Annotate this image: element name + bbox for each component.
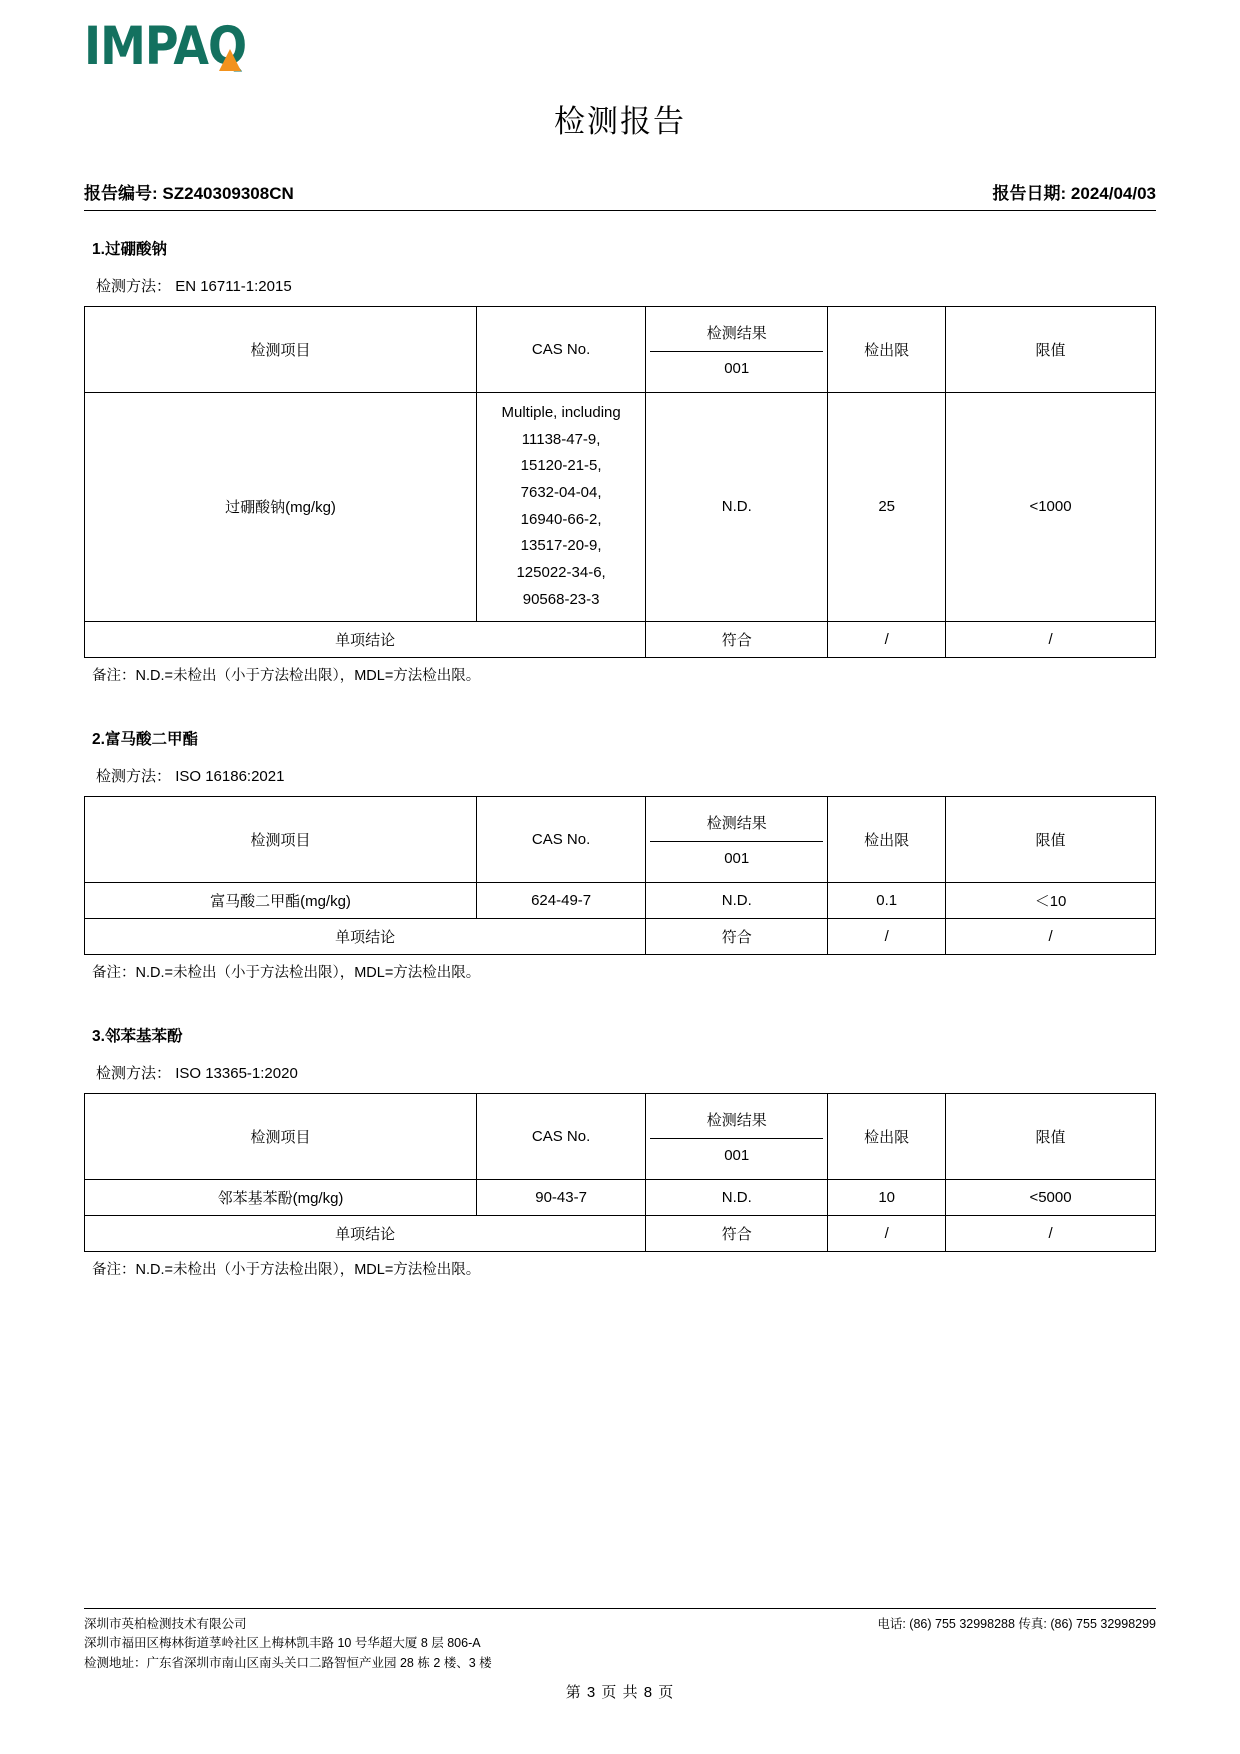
- conclusion-row: [85, 1215, 1156, 1251]
- header-item: 检测项目: [85, 307, 477, 393]
- header-result-label: 检测结果: [650, 804, 823, 842]
- report-date-value: 2024/04/03: [1070, 184, 1156, 203]
- conclusion-limit: /: [946, 918, 1156, 954]
- impaq-logo: [84, 14, 247, 77]
- cell-limit: ＜10: [946, 882, 1156, 918]
- cas-line: 16940-66-2,: [520, 510, 602, 528]
- table-row: [85, 1179, 1156, 1215]
- cas-line: Multiple, including: [501, 404, 621, 421]
- section-title: [92, 237, 1156, 259]
- logo-header: [84, 0, 1156, 78]
- footer-company-name: 深圳市英柏检测技术有限公司: [84, 1616, 247, 1631]
- table-row: [85, 393, 1156, 622]
- section-index: 2.: [92, 730, 105, 748]
- header-mdl: 检出限: [828, 307, 946, 393]
- header-result-label: 检测结果: [650, 1101, 823, 1139]
- logo-text: IMPAQ: [84, 14, 247, 77]
- section-index: 1.: [92, 241, 105, 258]
- cell-mdl: 10: [828, 1179, 946, 1215]
- header-sample-id: 001: [724, 1146, 750, 1164]
- conclusion-label: 单项结论: [85, 1215, 646, 1251]
- header-limit: 限值: [946, 796, 1156, 882]
- section-title: [92, 1024, 1156, 1046]
- header-item: 检测项目: [85, 796, 477, 882]
- cas-line: 11138-47-9,: [521, 430, 601, 448]
- method-value: ISO 16186:2021: [175, 767, 285, 785]
- section-name: 过硼酸钠: [104, 241, 167, 258]
- footer-content: [84, 1615, 1156, 1673]
- section-sodium-perborate: [84, 237, 1156, 685]
- cell-cas: 90-43-7: [477, 1179, 646, 1215]
- conclusion-result: 符合: [646, 1215, 828, 1251]
- section-method: [96, 765, 1156, 786]
- report-date-label: 报告日期:: [992, 184, 1067, 203]
- header-cas: CAS No.: [477, 307, 646, 393]
- cas-line: 125022-34-6,: [516, 564, 606, 582]
- method-value: ISO 13365-1:2020: [175, 1064, 298, 1082]
- header-item: 检测项目: [85, 1093, 477, 1179]
- report-meta-bar: [84, 179, 1156, 211]
- footer-address-1: 深圳市福田区梅林街道莩岭社区上梅林凯丰路 10 号华超大厦 8 层 806-A: [84, 1636, 481, 1651]
- header-limit: 限值: [946, 1093, 1156, 1179]
- cell-mdl: 25: [828, 393, 946, 622]
- page-number: 第 3 页 共 8 页: [565, 1684, 675, 1701]
- header-cas: CAS No.: [477, 1093, 646, 1179]
- footer-address-2: 检测地址：广东省深圳市南山区南头关口二路智恒产业园 28 栋 2 楼、3 楼: [84, 1655, 492, 1670]
- method-label: 检测方法：: [96, 278, 172, 295]
- conclusion-limit: /: [946, 621, 1156, 657]
- results-table: [84, 796, 1156, 955]
- cas-line-list: [481, 400, 641, 614]
- table-header-row: [85, 796, 1156, 882]
- header-mdl: 检出限: [828, 1093, 946, 1179]
- cas-line: 15120-21-5,: [520, 457, 602, 475]
- header-result: [646, 1093, 828, 1179]
- table-row: [85, 882, 1156, 918]
- cell-cas: [477, 393, 646, 622]
- conclusion-mdl: /: [828, 1215, 946, 1251]
- method-label: 检测方法：: [96, 1064, 172, 1082]
- report-number-label: 报告编号:: [84, 184, 158, 203]
- cell-mdl: 0.1: [828, 882, 946, 918]
- report-number-value: SZ240309308CN: [162, 184, 294, 203]
- page-title: 检测报告: [554, 104, 686, 140]
- conclusion-label: 单项结论: [85, 918, 646, 954]
- table-header-row: [85, 1093, 1156, 1179]
- footer-contact: 电话: (86) 755 32998288 传真: (86) 755 32998299: [877, 1616, 1156, 1631]
- conclusion-row: [85, 621, 1156, 657]
- logo-triangle-icon: [219, 49, 241, 71]
- results-table: [84, 1093, 1156, 1252]
- section-note: 备注：N.D.=未检出（小于方法检出限），MDL=方法检出限。: [92, 964, 481, 981]
- cell-result: N.D.: [646, 1179, 828, 1215]
- footer-company-block: [84, 1615, 492, 1673]
- section-index: 3.: [92, 1027, 105, 1045]
- cell-result: N.D.: [646, 393, 828, 622]
- report-date: [993, 179, 1157, 204]
- cell-item: 富马酸二甲酯(mg/kg): [85, 882, 477, 918]
- header-result-label: 检测结果: [650, 314, 823, 352]
- section-title: [92, 727, 1156, 749]
- header-sample-id: 001: [724, 849, 750, 867]
- header-result: [646, 796, 828, 882]
- section-method: [96, 1062, 1156, 1083]
- cell-result: N.D.: [646, 882, 828, 918]
- cell-cas: 624-49-7: [477, 882, 646, 918]
- header-result: [646, 307, 828, 393]
- method-label: 检测方法：: [96, 767, 172, 785]
- conclusion-label: 单项结论: [85, 621, 646, 657]
- cell-limit: <5000: [946, 1179, 1156, 1215]
- table-header-row: [85, 307, 1156, 393]
- report-number: [84, 179, 294, 204]
- section-name: 邻苯基苯酚: [104, 1027, 183, 1045]
- conclusion-limit: /: [946, 1215, 1156, 1251]
- section-method: [96, 275, 1156, 296]
- conclusion-mdl: /: [828, 621, 946, 657]
- cas-line: 13517-20-9,: [520, 537, 602, 555]
- section-ortho-phenylphenol: [84, 1024, 1156, 1279]
- method-value: EN 16711-1:2015: [175, 278, 292, 295]
- header-limit: 限值: [946, 307, 1156, 393]
- section-name: 富马酸二甲酯: [104, 730, 198, 748]
- conclusion-mdl: /: [828, 918, 946, 954]
- header-cas: CAS No.: [477, 796, 646, 882]
- cas-line: 7632-04-04,: [520, 484, 602, 502]
- cell-item: 过硼酸钠(mg/kg): [85, 393, 477, 622]
- header-mdl: 检出限: [828, 796, 946, 882]
- results-table: [84, 306, 1156, 658]
- section-note: 备注：N.D.=未检出（小于方法检出限），MDL=方法检出限。: [92, 667, 481, 684]
- cas-line: 90568-23-3: [522, 590, 600, 608]
- page-footer: [84, 1608, 1156, 1702]
- cell-item: 邻苯基苯酚(mg/kg): [85, 1179, 477, 1215]
- conclusion-row: [85, 918, 1156, 954]
- cell-limit: <1000: [946, 393, 1156, 622]
- conclusion-result: 符合: [646, 918, 828, 954]
- header-sample-id: 001: [724, 360, 750, 377]
- section-note: 备注：N.D.=未检出（小于方法检出限），MDL=方法检出限。: [92, 1261, 481, 1278]
- conclusion-result: 符合: [646, 621, 828, 657]
- section-dimethyl-fumarate: [84, 727, 1156, 982]
